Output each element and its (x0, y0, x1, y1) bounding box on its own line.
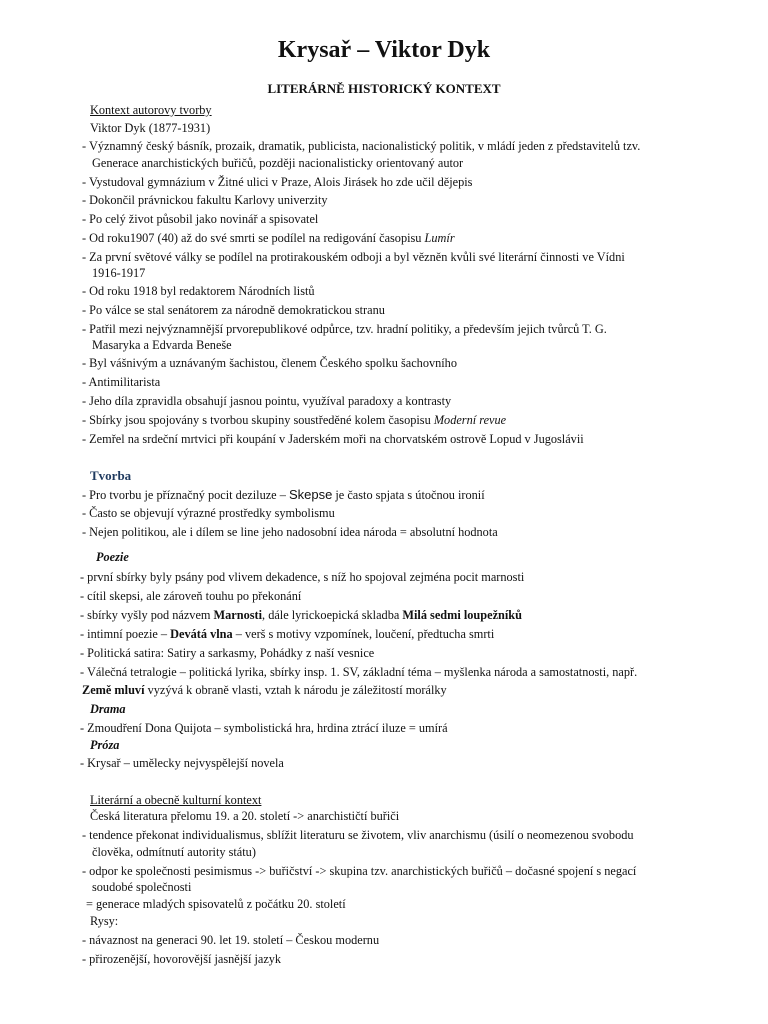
list-item-continuation: 1916-1917 (92, 266, 146, 280)
list-item (82, 486, 485, 504)
list-item: - Po válce se stal senátorem za národně demokratickou stranu (82, 303, 385, 317)
italic-title: Moderní revue (433, 413, 507, 427)
bold-title: Devátá vlna (170, 627, 233, 641)
paragraph-line: = generace mladých spisovatelů z počátku 20. století (86, 897, 346, 911)
list-item: - Antimilitarista (82, 375, 161, 389)
italic-title: Lumír (424, 231, 455, 245)
document-subtitle: LITERÁRNĚ HISTORICKÝ KONTEXT (267, 81, 501, 96)
list-item-continuation: Generace anarchistických buřičů, později nacionalisticky orientovaný autor (92, 156, 464, 170)
list-item: - Jeho díla zpravidla obsahují jasnou pointu, využíval paradoxy a kontrasty (82, 394, 452, 408)
list-item: - Krysař – umělecky nejvyspělejší novela (80, 756, 284, 770)
section-heading-tvorba: Tvorba (90, 468, 132, 483)
subsection-heading-drama: Drama (90, 702, 126, 716)
list-item: - Od roku 1918 byl redaktorem Národních listů (82, 284, 315, 298)
list-item: - první sbírky byly psány pod vlivem dekadence, s níž ho spojoval zejména pocit marnosti (80, 570, 525, 584)
list-item: - Byl vášnivým a uznávaným šachistou, členem Českého spolku šachovního (82, 356, 457, 370)
list-item: - tendence překonat individualismus, sblížit literaturu se životem, vliv anarchismu (úsilí o neomezenou svobodu (82, 828, 634, 842)
list-item: - Válečná tetralogie – politická lyrika, sbírky insp. 1. SV, základní téma – myšlenka národa a samostatnosti, např. (80, 665, 638, 679)
document-title: Krysař – Viktor Dyk (277, 37, 491, 63)
list-item: - Za první světové války se podílel na protirakouském odboji a byl vězněn kvůli své literární činnosti ve Vídni (82, 250, 625, 264)
text-segment: - Od roku1907 (40) až do své smrti se podílel na redigování časopisu (82, 231, 425, 245)
list-item: - Politická satira: Satiry a sarkasmy, Pohádky z naší vesnice (80, 646, 375, 660)
paragraph-line: Rysy: (90, 914, 119, 928)
list-item-continuation (82, 682, 447, 699)
list-item: - Po celý život působil jako novinář a spisovatel (82, 212, 319, 226)
list-item: - Patřil mezi nejvýznamnější prvorepublikové odpůrce, tzv. hradní politiky, a především jejich tvůrců T. G. (82, 322, 607, 336)
author-line: Viktor Dyk (1877-1931) (90, 121, 211, 135)
list-item: - odpor ke společnosti pesimismus -> buřičství -> skupina tzv. anarchistických buřičů – dočasné spojení s negací (82, 864, 637, 878)
highlighted-word: Skepse (288, 487, 333, 502)
list-item: - návaznost na generaci 90. let 19. století – Českou modernu (82, 933, 380, 947)
list-item (82, 230, 455, 247)
list-item: - Významný český básník, prozaik, dramatik, publicista, nacionalistický politik, v mládí jeden z představitelů tzv. (82, 139, 641, 153)
list-item-continuation: soudobé společnosti (92, 880, 192, 894)
subsection-heading-proza: Próza (90, 738, 120, 752)
paragraph-line: Česká literatura přelomu 19. a 20. století -> anarchističtí buřiči (90, 809, 400, 823)
list-item: - Nejen politikou, ale i dílem se line jeho nadosobní idea národa = absolutní hodnota (82, 525, 498, 539)
list-item (80, 626, 494, 643)
text-segment: - Pro tvorbu je příznačný pocit deziluze – (82, 488, 289, 502)
bold-title: Marnosti (213, 608, 263, 622)
subsection-heading-poezie: Poezie (96, 550, 129, 564)
list-item: - cítil skepsi, ale zároveň touhu po překonání (80, 589, 302, 603)
list-item: - Dokončil právnickou fakultu Karlovy univerzity (82, 193, 328, 207)
list-item-continuation: člověka, odmítnutí autority státu) (92, 845, 256, 859)
list-item: - přirozenější, hovorovější jasnější jazyk (82, 952, 282, 966)
text-segment: , dále lyrickoepická skladba (262, 608, 403, 622)
text-segment: - Sbírky jsou spojovány s tvorbou skupiny soustředěné kolem časopisu (82, 413, 434, 427)
list-item: - Zmoudření Dona Quijota – symbolistická hra, hrdina ztrácí iluze = umírá (80, 721, 448, 735)
list-item (80, 607, 522, 624)
list-item (82, 412, 506, 429)
text-segment: - intimní poezie – (80, 627, 171, 641)
list-item: - Vystudoval gymnázium v Žitné ulici v Praze, Alois Jirásek ho zde učil dějepis (82, 175, 473, 189)
text-segment: – verš s motivy vzpomínek, loučení, předtucha smrti (232, 627, 495, 641)
list-item: - Často se objevují výrazné prostředky symbolismu (82, 506, 335, 520)
text-segment: je často spjata s útočnou ironií (332, 488, 485, 502)
text-segment: - sbírky vyšly pod názvem (80, 608, 214, 622)
bold-title: Země mluví (82, 683, 145, 697)
bold-title: Milá sedmi loupežníků (402, 608, 522, 622)
section-heading-literary-context: Literární a obecně kulturní kontext (90, 793, 262, 807)
section-heading-context: Kontext autorovy tvorby (90, 103, 212, 117)
list-item: - Zemřel na srdeční mrtvici při koupání v Jaderském moři na chorvatském ostrově Lopud v Jugoslávii (82, 432, 584, 446)
list-item-continuation: Masaryka a Edvarda Beneše (92, 338, 232, 352)
text-segment: vyzývá k obraně vlasti, vztah k národu je záležitostí morálky (144, 683, 447, 697)
